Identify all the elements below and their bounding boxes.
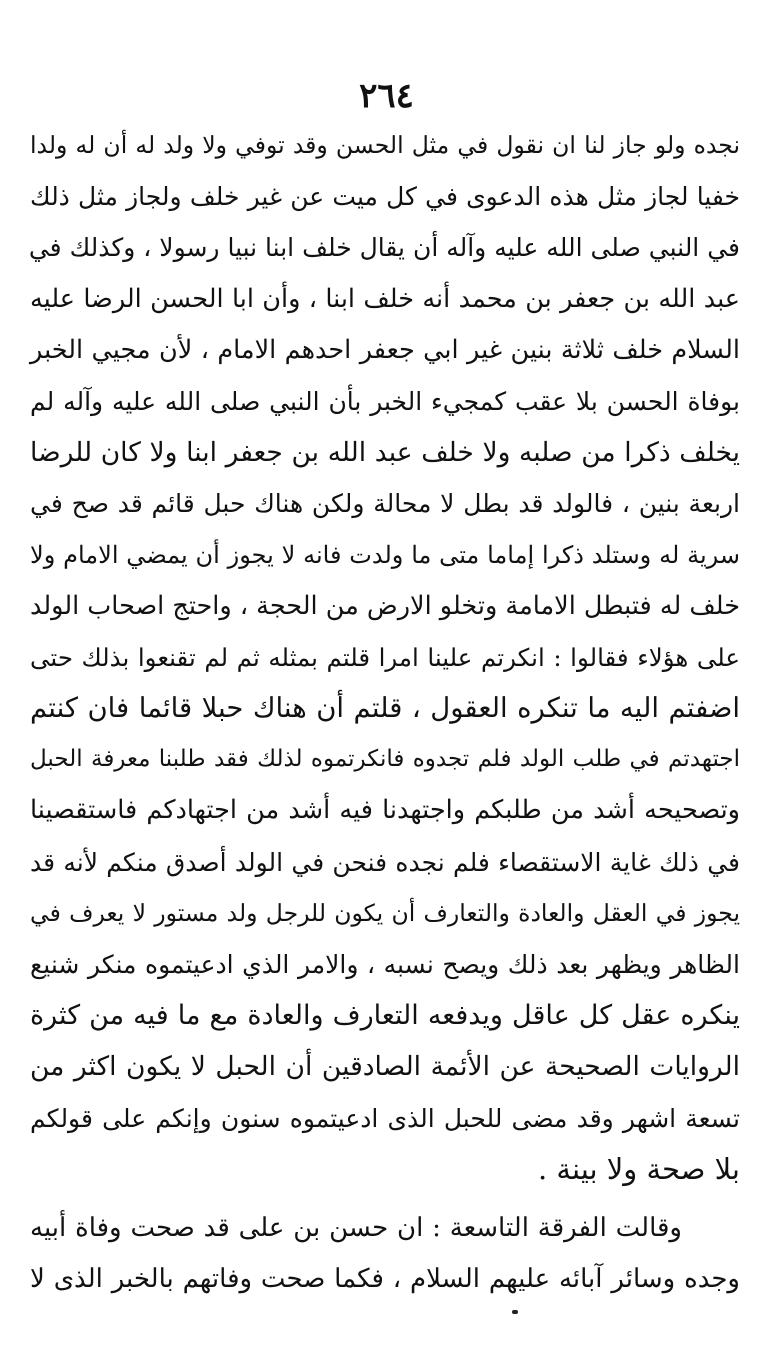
text-line: يخلف ذكرا من صلبه ولا خلف عبد الله بن جعفر ابنا ولا كان للرضا [30,437,740,469]
text-line: في النبي صلى الله عليه وآله أن يقال خلف ابنا نبيا رسولا ، وكذلك في [28,233,740,263]
text-line: على هؤلاء فقالوا : انكرتم علينا امرا قلتم بمثله ثم لم تقنعوا بذلك حتى [30,642,740,672]
text-line: تسعة اشهر وقد مضى للحبل الذى ادعيتموه سنون وإنكم على قولكم [30,1103,740,1133]
paragraph-1 [30,120,740,1195]
text-line: يجوز في العقل والعادة والتعارف أن يكون للرجل ولد مستور لا يعرف في [30,898,740,927]
text-line: وقالت الفرقة التاسعة : ان حسن بن على قد صحت وفاة أبيه [30,1212,682,1243]
text-line: بوفاة الحسن بلا عقب كمجيء الخبر بأن النبي صلى الله عليه وآله لم [30,386,740,416]
text-line: عبد الله بن جعفر بن محمد أنه خلف ابنا ، وأن ابا الحسن الرضا عليه [30,283,740,314]
page-number: ٢٦٤ [359,76,414,116]
text-line: الظاهر ويظهر بعد ذلك ويصح نسبه ، والامر الذي ادعيتموه منكر شنيع [30,950,740,979]
text-line: بلا صحة ولا بينة . [537,1151,740,1186]
text-line: خلف له فتبطل الامامة وتخلو الارض من الحجة ، واحتج اصحاب الولد [30,590,740,621]
text-line: وجده وسائر آبائه عليهم السلام ، فكما صحت وفاتهم بالخبر الذى لا [30,1264,740,1295]
text-line: في ذلك غاية الاستقصاء فلم نجده فنحن في الولد أصدق منكم لأنه قد [30,847,740,877]
text-line: سرية له وستلد ذكرا إماما متى ما ولدت فانه لا يجوز أن يمضي الامام ولا [30,540,740,569]
text-line: وتصحيحه أشد من طلبكم واجتهدنا فيه أشد من اجتهادكم فاستقصينا [30,795,740,826]
paragraph-2 [30,1203,740,1305]
text-line: نجده ولو جاز لنا ان نقول في مثل الحسن وقد توفي ولا ولد له أن له ولدا [30,131,740,159]
paragraph-gap [30,1195,740,1203]
text-line: اربعة بنين ، فالولد قد بطل لا محالة ولكن هناك حبل قائم قد صح في [30,489,740,519]
text-line: اضفتم اليه ما تنكره العقول ، قلتم أن هناك حبلا قائما فان كنتم [30,692,740,725]
body-text [30,120,740,1305]
print-speck [512,1310,518,1314]
text-line: خفيا لجاز مثل هذه الدعوى في كل ميت عن غير خلف ولجاز مثل ذلك [30,182,740,212]
text-line: السلام خلف ثلاثة بنين غير ابي جعفر احدهم الامام ، لأن مجيي الخبر [30,334,740,365]
text-line: الروايات الصحيحة عن الأئمة الصادقين أن الحبل لا يكون اكثر من [30,1051,740,1083]
text-line: ينكره عقل كل عاقل ويدفعه التعارف والعادة مع ما فيه من كثرة [30,1000,740,1032]
text-line: اجتهدتم في طلب الولد فلم تجدوه فانكرتموه لذلك فقد طلبنا معرفة الحبل [30,746,740,773]
